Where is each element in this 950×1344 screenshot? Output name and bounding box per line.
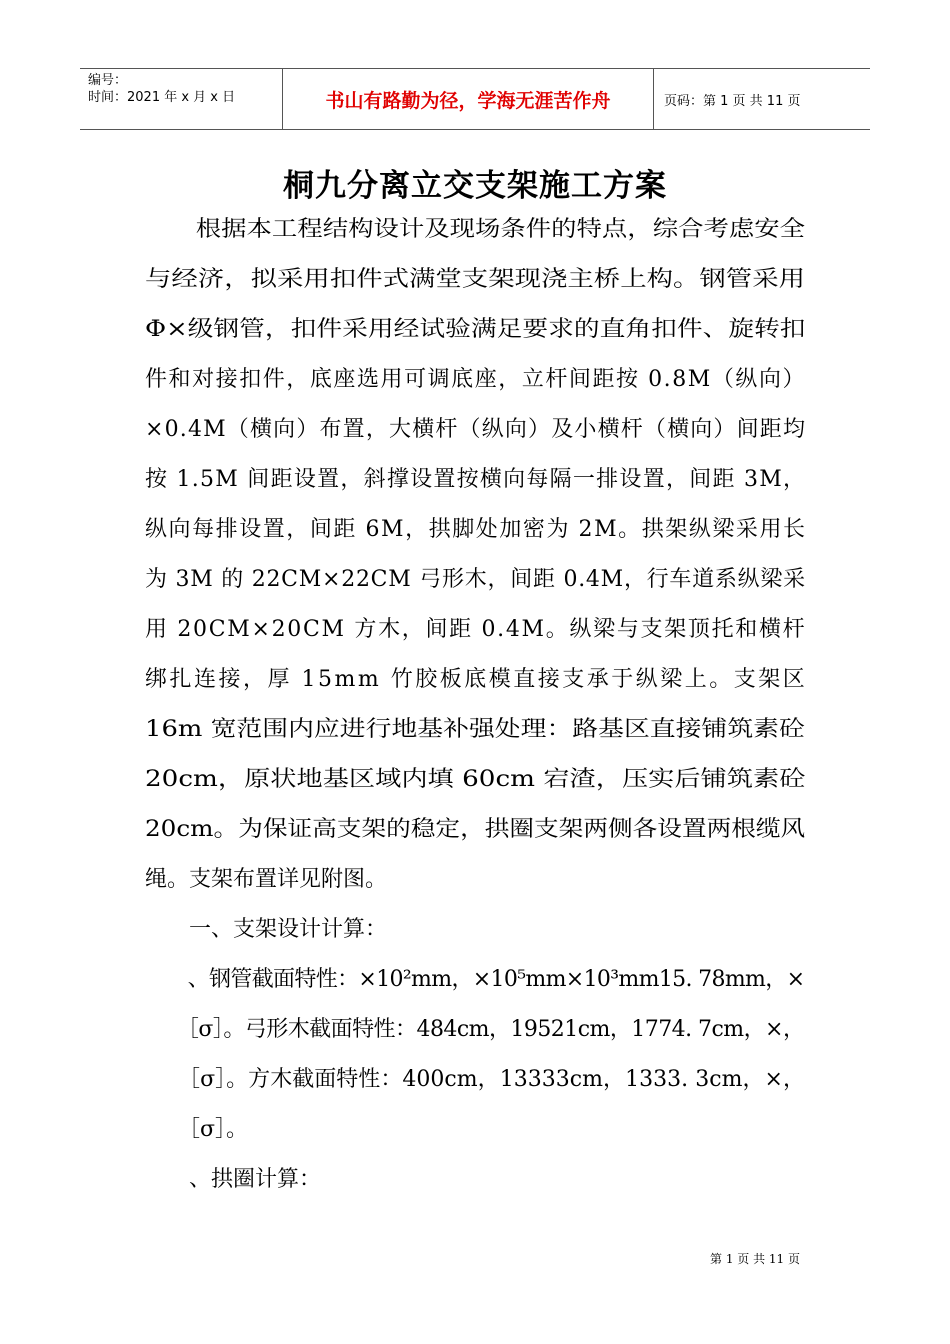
body-line: 16m 宽范围内应进行地基补强处理：路基区直接铺筑素砼	[145, 717, 805, 742]
body-line: 20cm，原状地基区域内填 60cm 宕渣，压实后铺筑素砼	[145, 767, 806, 792]
body-line: ［σ］。	[145, 1117, 249, 1142]
header-meta	[80, 69, 282, 129]
header-page-info: 页码：第 1 页 共 11 页	[664, 93, 801, 109]
body-line: 根据本工程结构设计及现场条件的特点，综合考虑安全	[145, 217, 806, 242]
document-header	[80, 68, 870, 130]
body-line: ［σ］。弓形木截面特性：484cm，19521cm，1774. 7cm，×，	[145, 1017, 805, 1042]
page-footer: 第 1 页 共 11 页	[710, 1252, 800, 1266]
body-line: ［σ］。方木截面特性：400cm，13333cm，1333. 3cm，×，	[145, 1067, 805, 1092]
header-time: 时间：2021 年 x 月 x 日	[88, 90, 236, 105]
section-heading: 一、支架设计计算：	[145, 917, 388, 942]
body-line: 与经济，拟采用扣件式满堂支架现浇主桥上构。钢管采用	[145, 267, 806, 292]
body-line: 用 20CM×20CM 方木，间距 0.4M。纵梁与支架顶托和横杆	[145, 617, 807, 642]
body-line: 绑扎连接，厚 15mm 竹胶板底模直接支承于纵梁上。支架区	[145, 667, 808, 692]
document-title: 桐九分离立交支架施工方案	[283, 168, 667, 204]
header-motto: 书山有路勤为径，学海无涯苦作舟	[282, 69, 654, 129]
body-line: 20cm。为保证高支架的稳定，拱圈支架两侧各设置两根缆风	[145, 817, 806, 842]
body-line: ×0.4M（横向）布置，大横杆（纵向）及小横杆（横向）间距均	[145, 417, 807, 442]
body-line: 按 1.5M 间距设置，斜撑设置按横向每隔一排设置，间距 3M，	[145, 467, 807, 492]
body-line: Φ×级钢管，扣件采用经试验满足要求的直角扣件、旋转扣	[145, 317, 806, 342]
body-line: 为 3M 的 22CM×22CM 弓形木，间距 0.4M，行车道系纵梁采	[145, 567, 806, 592]
header-number: 编号：	[88, 73, 128, 88]
section-heading: 、拱圈计算：	[145, 1167, 322, 1192]
body-line: 绳。支架布置详见附图。	[145, 867, 388, 892]
body-line: 件和对接扣件，底座选用可调底座，立杆间距按 0.8M（纵向）	[145, 367, 807, 392]
body-line: 、钢管截面特性：×10²mm，×10⁵mm×10³mm15. 78mm，×	[145, 967, 805, 992]
body-line: 纵向每排设置，间距 6M，拱脚处加密为 2M。拱架纵梁采用长	[145, 517, 807, 542]
